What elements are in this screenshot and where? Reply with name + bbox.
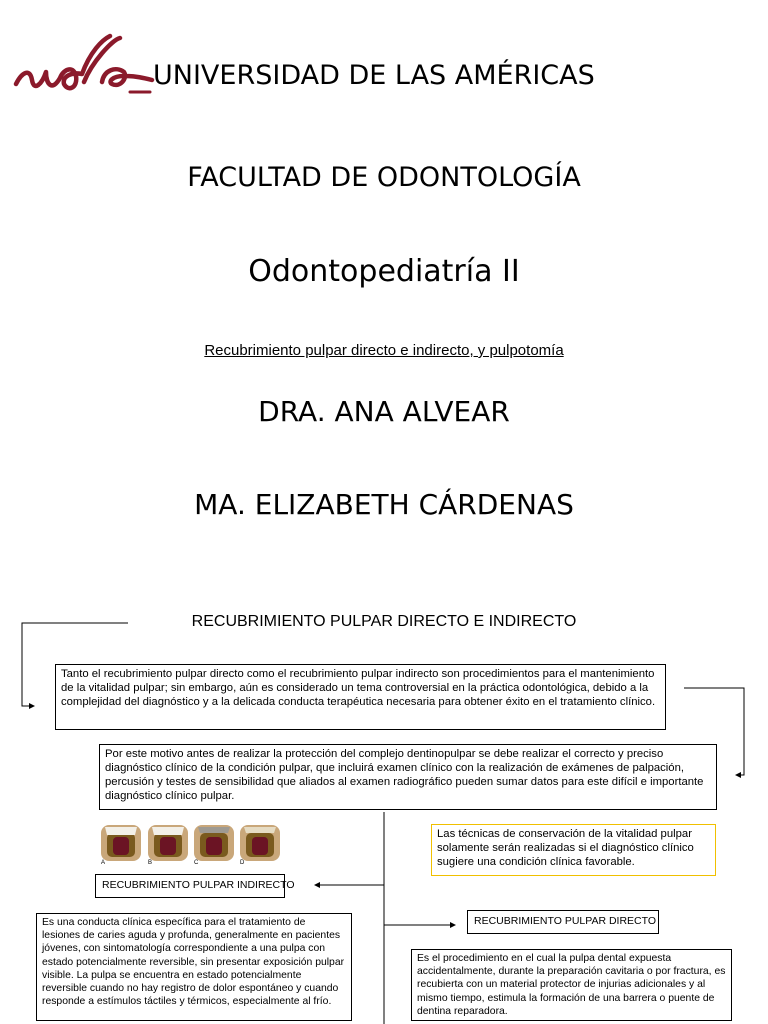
tooth-b-image bbox=[148, 825, 188, 861]
tooth-c-image bbox=[194, 825, 234, 861]
indirect-description-box: Es una conducta clínica específica para el tratamiento de lesiones de caries aguda y profunda, generalmente en pacientes jóvenes, con sintomatología correspondiente a una pulpa con estado potencialmente reversible, sin presentar exposición pulpar visible. La pulpa se encuentra en estado potencialmente reversible cuando no hay registro de dolor espontáneo y cuando responde a estímulos táctiles y térmicos, especialmente al frío. bbox=[36, 913, 352, 1021]
indirect-label: RECUBRIMIENTO PULPAR INDIRECTO bbox=[95, 874, 285, 898]
tooth-a-image bbox=[101, 825, 141, 861]
course-title: Odontopediatría II bbox=[248, 254, 520, 289]
direct-description-box: Es el procedimiento en el cual la pulpa dental expuesta accidentalmente, durante la preparación cavitaria o por fractura, es recubierta con un material protector de injurias adicionales y al mismo tiempo, estimula la formación de una barrera o puente de dentina reparadora. bbox=[411, 949, 732, 1021]
tooth-label: A bbox=[101, 860, 106, 865]
tooth-label: C bbox=[194, 860, 199, 865]
professor-name: DRA. ANA ALVEAR bbox=[258, 395, 510, 428]
student-name: MA. ELIZABETH CÁRDENAS bbox=[194, 488, 574, 521]
techniques-box: Las técnicas de conservación de la vitalidad pulpar solamente serán realizadas si el diagnóstico clínico sugiere una condición clínica favorable. bbox=[431, 824, 716, 876]
faculty-title: FACULTAD DE ODONTOLOGÍA bbox=[187, 162, 581, 193]
section-title: RECUBRIMIENTO PULPAR DIRECTO E INDIRECTO bbox=[191, 613, 577, 630]
intro-box: Tanto el recubrimiento pulpar directo como el recubrimiento pulpar indirecto son procedimientos para el mantenimiento de la vitalidad pulpar; sin embargo, aún es considerado un tema controversial en la práctica odontológica, debido a la complejidad del diagnóstico y a la delicada conducta terapéutica necesaria para obtener éxito en el tratamiento clínico. bbox=[55, 664, 666, 730]
teeth-illustrations bbox=[97, 823, 287, 865]
direct-label: RECUBRIMIENTO PULPAR DIRECTO bbox=[467, 910, 659, 934]
tooth-label: D bbox=[240, 860, 245, 865]
topic-title: Recubrimiento pulpar directo e indirecto, y pulpotomía bbox=[204, 342, 564, 359]
university-name: UNIVERSIDAD DE LAS AMÉRICAS bbox=[153, 60, 595, 91]
tooth-d-image bbox=[240, 825, 280, 861]
diagnosis-box: Por este motivo antes de realizar la protección del complejo dentinopulpar se debe realizar el correcto y preciso diagnóstico clínico de la condición pulpar, que incluirá examen clínico con la realización de exámenes de palpación, percusión y testes de sensibilidad que aliados al examen radiográfico pueden sumar datos para este difícil e importante diagnóstico clínico pulpar. bbox=[99, 744, 717, 810]
tooth-label: B bbox=[148, 860, 153, 865]
